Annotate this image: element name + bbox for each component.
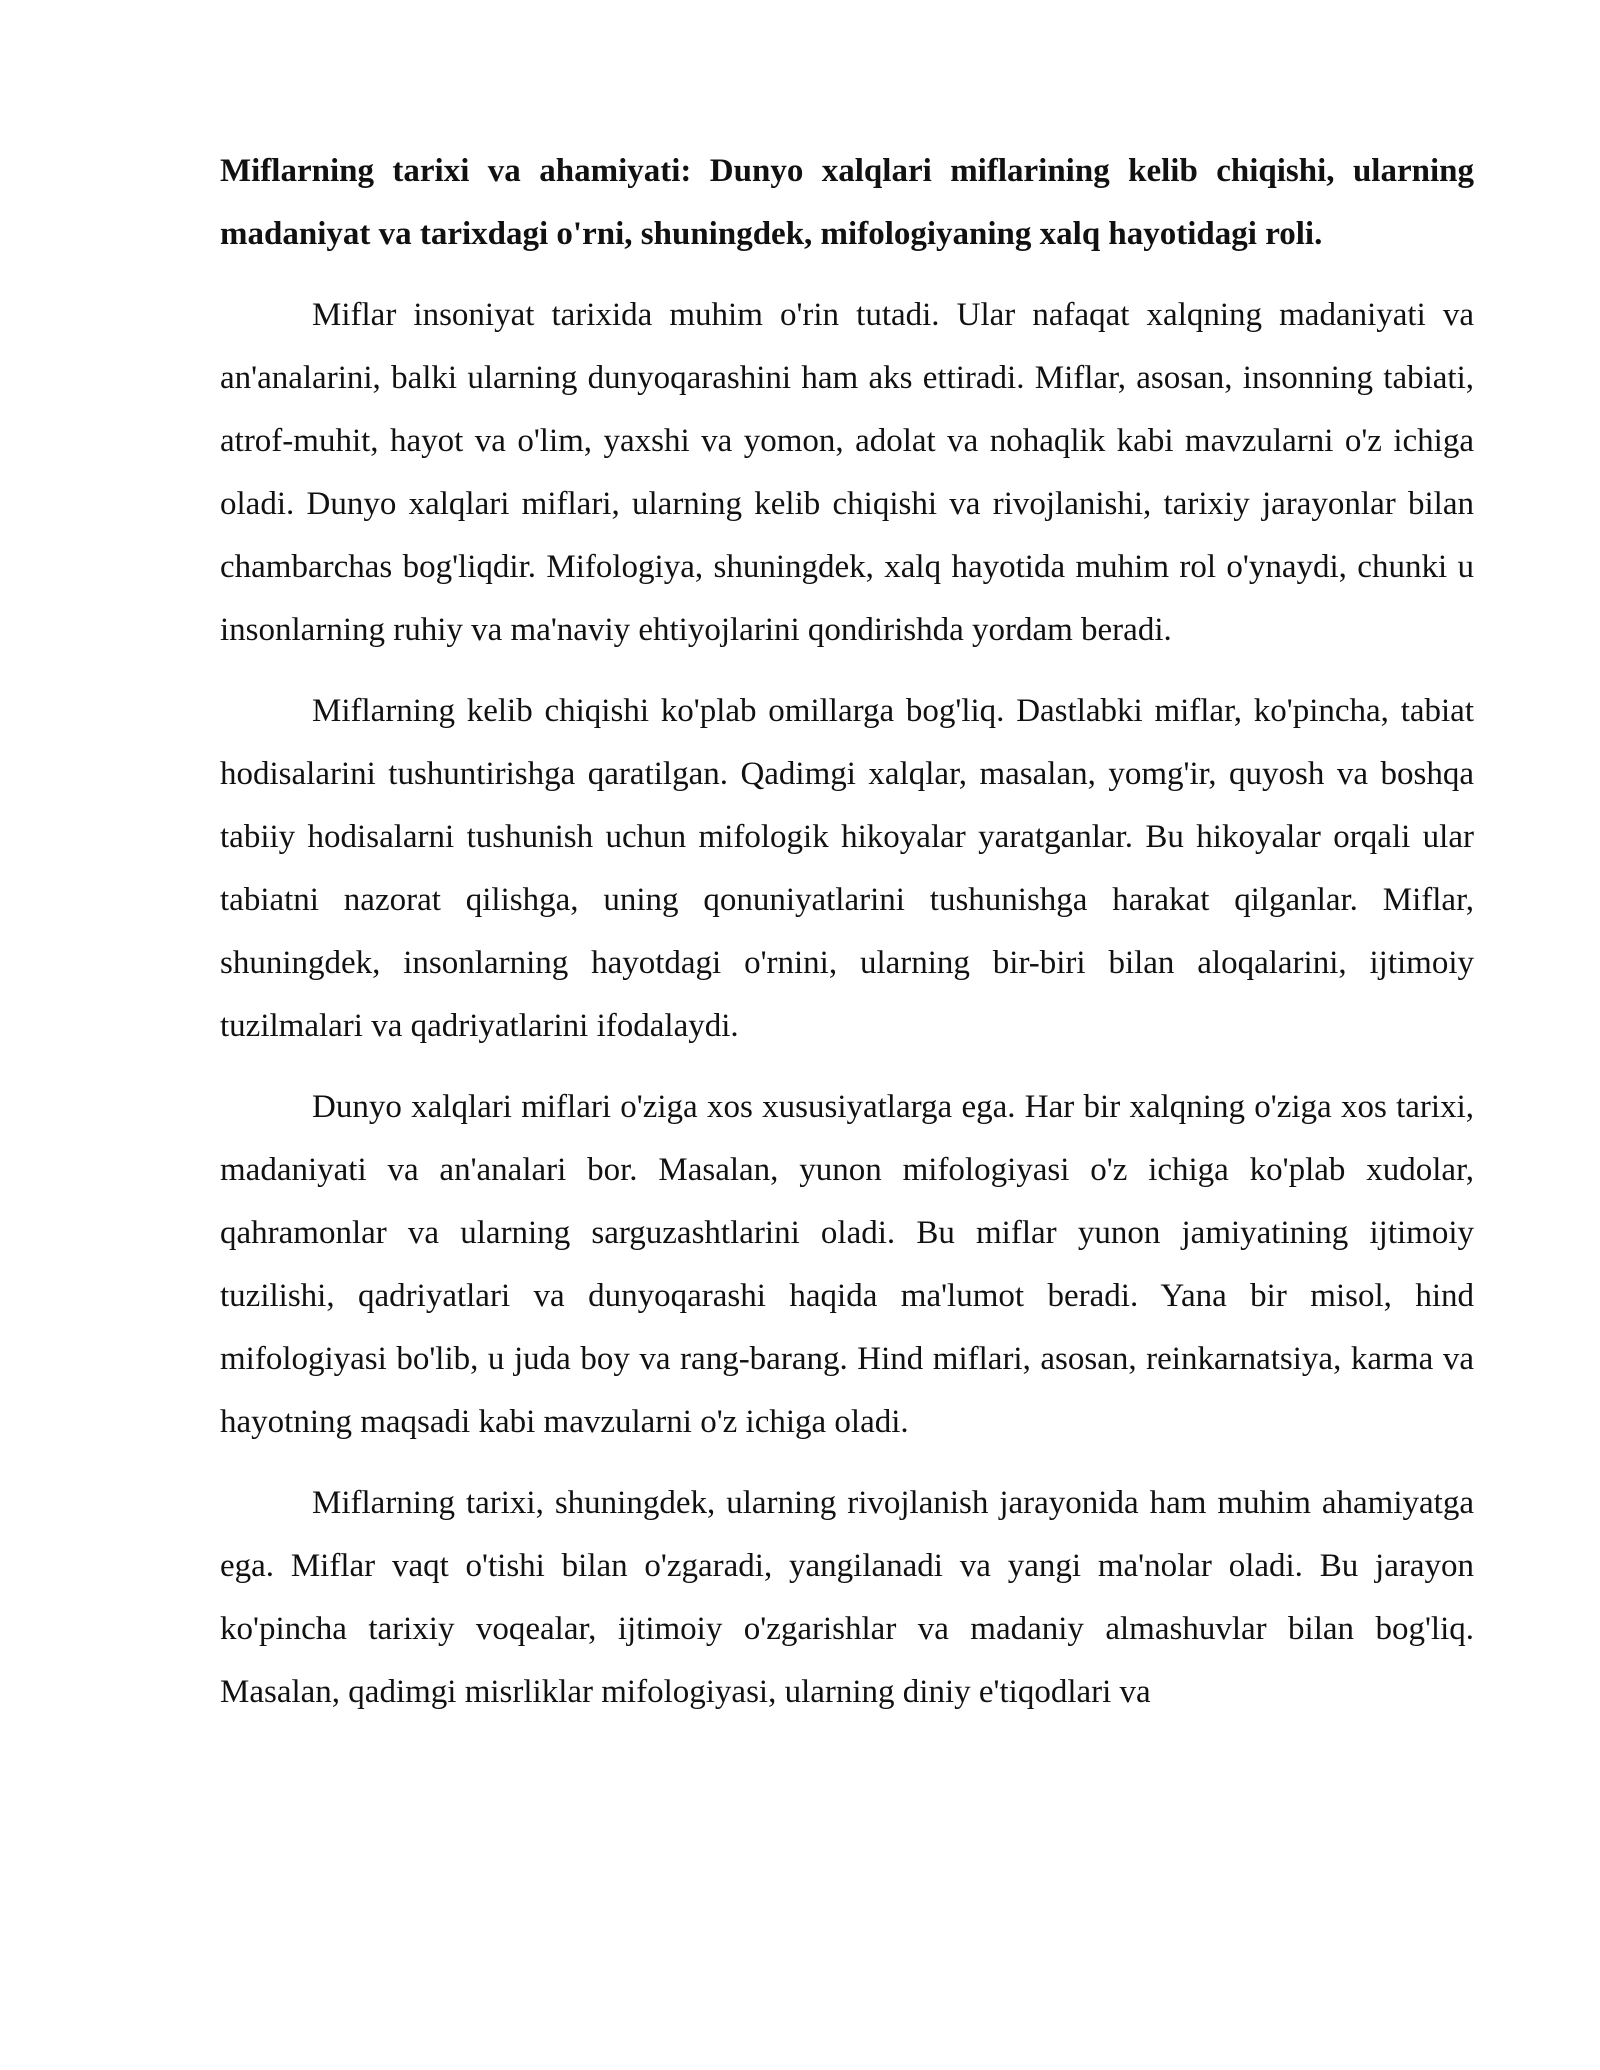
paragraph-3: Dunyo xalqlari miflari o'ziga xos xususiyatlarga ega. Har bir xalqning o'ziga xos tarixi, madaniyati va an'analari bor. Masalan, yunon mifologiyasi o'z ichiga ko'plab xudolar, qahramonlar va ularning sarguzashtlarini oladi. Bu miflar yunon jamiyatining ijtimoiy tuzilishi, qadriyatlari va dunyoqarashi haqida ma'lumot beradi. Yana bir misol, hind mifologiyasi bo'lib, u juda boy va rang-barang. Hind miflari, asosan, reinkarnatsiya, karma va hayotning maqsadi kabi mavzularni o'z ichiga oladi. <box>220 1089 1474 1440</box>
document-title: Miflarning tarixi va ahamiyati: Dunyo xalqlari miflarining kelib chiqishi, ularning madaniyat va tarixdagi o'rni, shuningdek, mifologiyaning xalq hayotidagi roli. <box>220 153 1474 252</box>
paragraph-4: Miflarning tarixi, shuningdek, ularning rivojlanish jarayonida ham muhim ahamiyatga ega. Miflar vaqt o'tishi bilan o'zgaradi, yangilanadi va yangi ma'nolar oladi. Bu jarayon ko'pincha tarixiy voqealar, ijtimoiy o'zgarishlar va madaniy almashuvlar bilan bog'liq. Masalan, qadimgi misrliklar mifologiyasi, ularning diniy e'tiqodlari va <box>220 1485 1474 1710</box>
paragraph-2: Miflarning kelib chiqishi ko'plab omillarga bog'liq. Dastlabki miflar, ko'pincha, tabiat hodisalarini tushuntirishga qaratilgan. Qadimgi xalqlar, masalan, yomg'ir, quyosh va boshqa tabiiy hodisalarni tushunish uchun mifologik hikoyalar yaratganlar. Bu hikoyalar orqali ular tabiatni nazorat qilishga, uning qonuniyatlarini tushunishga harakat qilganlar. Miflar, shuningdek, insonlarning hayotdagi o'rnini, ularning bir-biri bilan aloqalarini, ijtimoiy tuzilmalari va qadriyatlarini ifodalaydi. <box>220 693 1474 1044</box>
document-page <box>220 140 1474 1742</box>
paragraph-1: Miflar insoniyat tarixida muhim o'rin tutadi. Ular nafaqat xalqning madaniyati va an'analarini, balki ularning dunyoqarashini ham aks ettiradi. Miflar, asosan, insonning tabiati, atrof-muhit, hayot va o'lim, yaxshi va yomon, adolat va nohaqlik kabi mavzularni o'z ichiga oladi. Dunyo xalqlari miflari, ularning kelib chiqishi va rivojlanishi, tarixiy jarayonlar bilan chambarchas bog'liqdir. Mifologiya, shuningdek, xalq hayotida muhim rol o'ynaydi, chunki u insonlarning ruhiy va ma'naviy ehtiyojlarini qondirishda yordam beradi. <box>220 297 1474 648</box>
